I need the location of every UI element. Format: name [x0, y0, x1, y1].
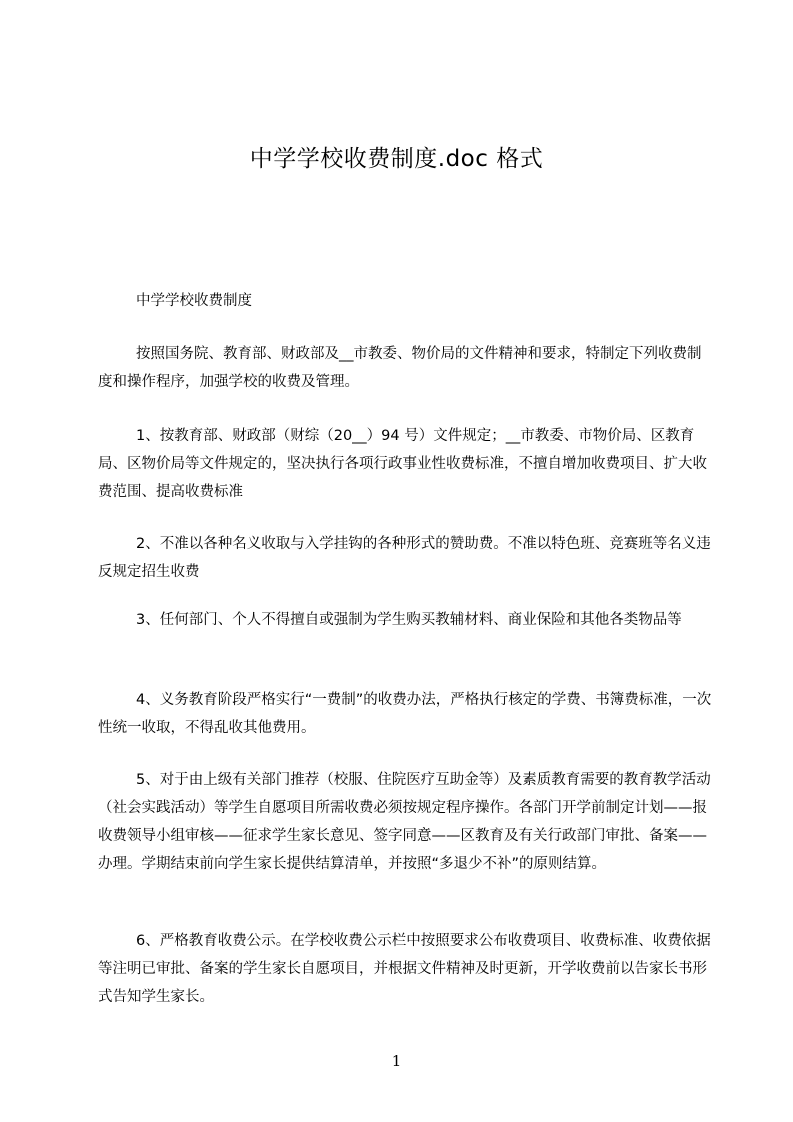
- paragraph-item-6: 6、严格教育收费公示。在学校收费公示栏中按照要求公布收费项目、收费标准、收费依据等注明已审批、备案的学生家长自愿项目，并根据文件精神及时更新，开学收费前以告家长书形式告知学生家长。: [98, 933, 711, 1005]
- paragraph-item-2: 2、不准以各种名义收取与入学挂钩的各种形式的赞助费。不准以特色班、竞赛班等名义违反规定招生收费: [98, 536, 711, 580]
- section-heading: 中学学校收费制度: [136, 293, 252, 309]
- paragraph-item-3: 3、任何部门、个人不得擅自或强制为学生购买教辅材料、商业保险和其他各类物品等: [136, 612, 682, 628]
- paragraph-intro: 按照国务院、教育部、财政部及__市教委、物价局的文件精神和要求，特制定下列收费制度和操作程序，加强学校的收费及管理。: [98, 346, 702, 390]
- paragraph-item-5: 5、对于由上级有关部门推荐（校服、住院医疗互助金等）及素质教育需要的教育教学活动（社会实践活动）等学生自愿项目所需收费必须按规定程序操作。各部门开学前制定计划——报收费领导小组审核——征求学生家长意见、签字同意——区教育及有关行政部门审批、备案——办理。学期结束前向学生家长提供结算清单，并按照“多退少不补”的原则结算。: [98, 772, 711, 872]
- page-number: 1: [391, 1052, 402, 1070]
- document-title: 中学学校收费制度.doc 格式: [249, 146, 544, 172]
- paragraph-item-4: 4、义务教育阶段严格实行“一费制”的收费办法，严格执行核定的学费、书簿费标准，一次性统一收取，不得乱收其他费用。: [98, 692, 712, 736]
- paragraph-item-1: 1、按教育部、财政部（财综（20__）94 号）文件规定；__市教委、市物价局、区教育局、区物价局等文件规定的，坚决执行各项行政事业性收费标准，不擅自增加收费项目、扩大收费范围、提高收费标准: [98, 428, 707, 500]
